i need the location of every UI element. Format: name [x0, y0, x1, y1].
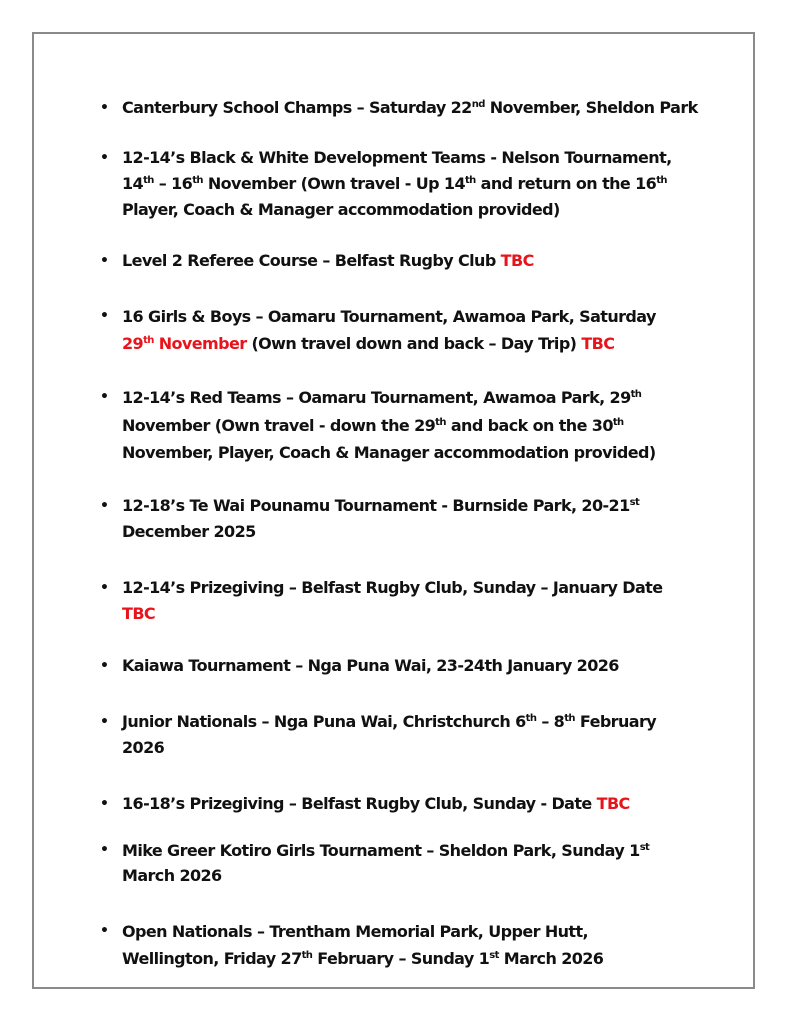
bullet-icon: •	[100, 796, 109, 812]
event-item	[100, 493, 732, 545]
event-text: and back on the 30	[445, 415, 613, 435]
event-item	[100, 303, 732, 357]
ordinal-suffix: st	[629, 497, 640, 508]
event-text: Wellington, Friday 27	[122, 949, 302, 968]
highlight-text: November	[153, 334, 247, 353]
event-text: 16-18’s Prizegiving – Belfast Rugby Club, Sunday - Date	[122, 794, 597, 813]
bullet-icon: •	[100, 100, 109, 116]
event-text: December 2025	[122, 522, 256, 541]
event-text: Junior Nationals – Nga Puna Wai, Christchurch 6	[122, 712, 526, 731]
event-text: 12-14’s Red Teams – Oamaru Tournament, Awamoa Park, 29	[122, 388, 631, 407]
event-text: February	[574, 712, 657, 731]
bullet-icon: •	[100, 923, 109, 939]
event-text: Open Nationals – Trentham Memorial Park, Upper Hutt,	[122, 922, 588, 941]
bullet-icon: •	[100, 658, 109, 674]
ordinal-suffix: st	[639, 842, 650, 853]
bullet-icon: •	[100, 580, 109, 596]
event-text: March 2026	[122, 866, 222, 885]
ordinal-suffix: nd	[471, 99, 485, 110]
bullet-icon: •	[100, 150, 109, 166]
event-item	[100, 791, 732, 817]
event-text: March 2026	[498, 949, 604, 968]
bullet-icon: •	[100, 498, 109, 514]
highlight-text: TBC	[596, 794, 630, 813]
event-text: and return on the 16	[475, 174, 657, 193]
event-text: 16 Girls & Boys – Oamaru Tournament, Awamoa Park, Saturday	[122, 307, 656, 326]
ordinal-suffix: th	[564, 713, 575, 724]
ordinal-suffix: th	[612, 416, 624, 428]
event-text: Canterbury School Champs – Saturday 22	[122, 98, 472, 117]
ordinal-suffix: th	[192, 175, 203, 186]
event-item	[100, 918, 732, 972]
event-text: 12-14’s Prizegiving – Belfast Rugby Club, Sunday – January Date	[122, 578, 663, 597]
event-text: 12-18’s Te Wai Pounamu Tournament - Burnside Park, 20-21	[122, 496, 630, 515]
event-text: Level 2 Referee Course – Belfast Rugby Club	[122, 251, 501, 270]
bullet-icon: •	[100, 308, 109, 324]
event-text: (Own travel down and back – Day Trip)	[246, 334, 582, 353]
highlight-text: TBC	[500, 251, 534, 270]
bullet-icon: •	[100, 253, 109, 269]
event-item	[100, 575, 732, 627]
ordinal-suffix: th	[435, 416, 446, 428]
event-item	[100, 145, 732, 223]
event-text: – 8	[536, 712, 565, 731]
event-text: 14	[122, 174, 144, 193]
event-text: Kaiawa Tournament – Nga Puna Wai, 23-24th January 2026	[122, 656, 619, 675]
event-item	[100, 248, 732, 274]
ordinal-suffix: th	[630, 389, 642, 400]
highlight-text: 29	[122, 334, 144, 353]
event-text: – 16	[153, 174, 193, 193]
ordinal-suffix: th	[656, 175, 667, 186]
ordinal-suffix: th	[301, 950, 313, 961]
event-item	[100, 709, 732, 761]
highlight-text: TBC	[122, 604, 156, 623]
event-text: November, Sheldon Park	[484, 98, 698, 117]
bullet-icon: •	[100, 842, 109, 858]
event-text: November (Own travel - Up 14	[202, 174, 465, 193]
ordinal-suffix: th	[143, 335, 154, 346]
ordinal-suffix: th	[525, 713, 537, 724]
event-text: Player, Coach & Manager accommodation provided)	[122, 200, 560, 219]
ordinal-suffix: st	[489, 950, 499, 961]
ordinal-suffix: th	[143, 175, 154, 186]
event-item	[100, 95, 732, 121]
ordinal-suffix: th	[465, 175, 476, 186]
event-item	[100, 384, 732, 467]
event-text: November (Own travel - down the 29	[122, 415, 436, 435]
event-text: November, Player, Coach & Manager accommodation provided)	[122, 443, 656, 462]
event-item	[100, 653, 732, 679]
event-text: 12-14’s Black & White Development Teams - Nelson Tournament,	[122, 148, 672, 167]
event-item	[100, 838, 732, 888]
event-text: February – Sunday 1	[312, 949, 490, 968]
highlight-text: TBC	[581, 334, 615, 353]
bullet-icon: •	[100, 389, 109, 405]
event-text: 2026	[122, 738, 165, 757]
bullet-icon: •	[100, 714, 109, 730]
event-text: Mike Greer Kotiro Girls Tournament – Sheldon Park, Sunday 1	[122, 841, 640, 860]
